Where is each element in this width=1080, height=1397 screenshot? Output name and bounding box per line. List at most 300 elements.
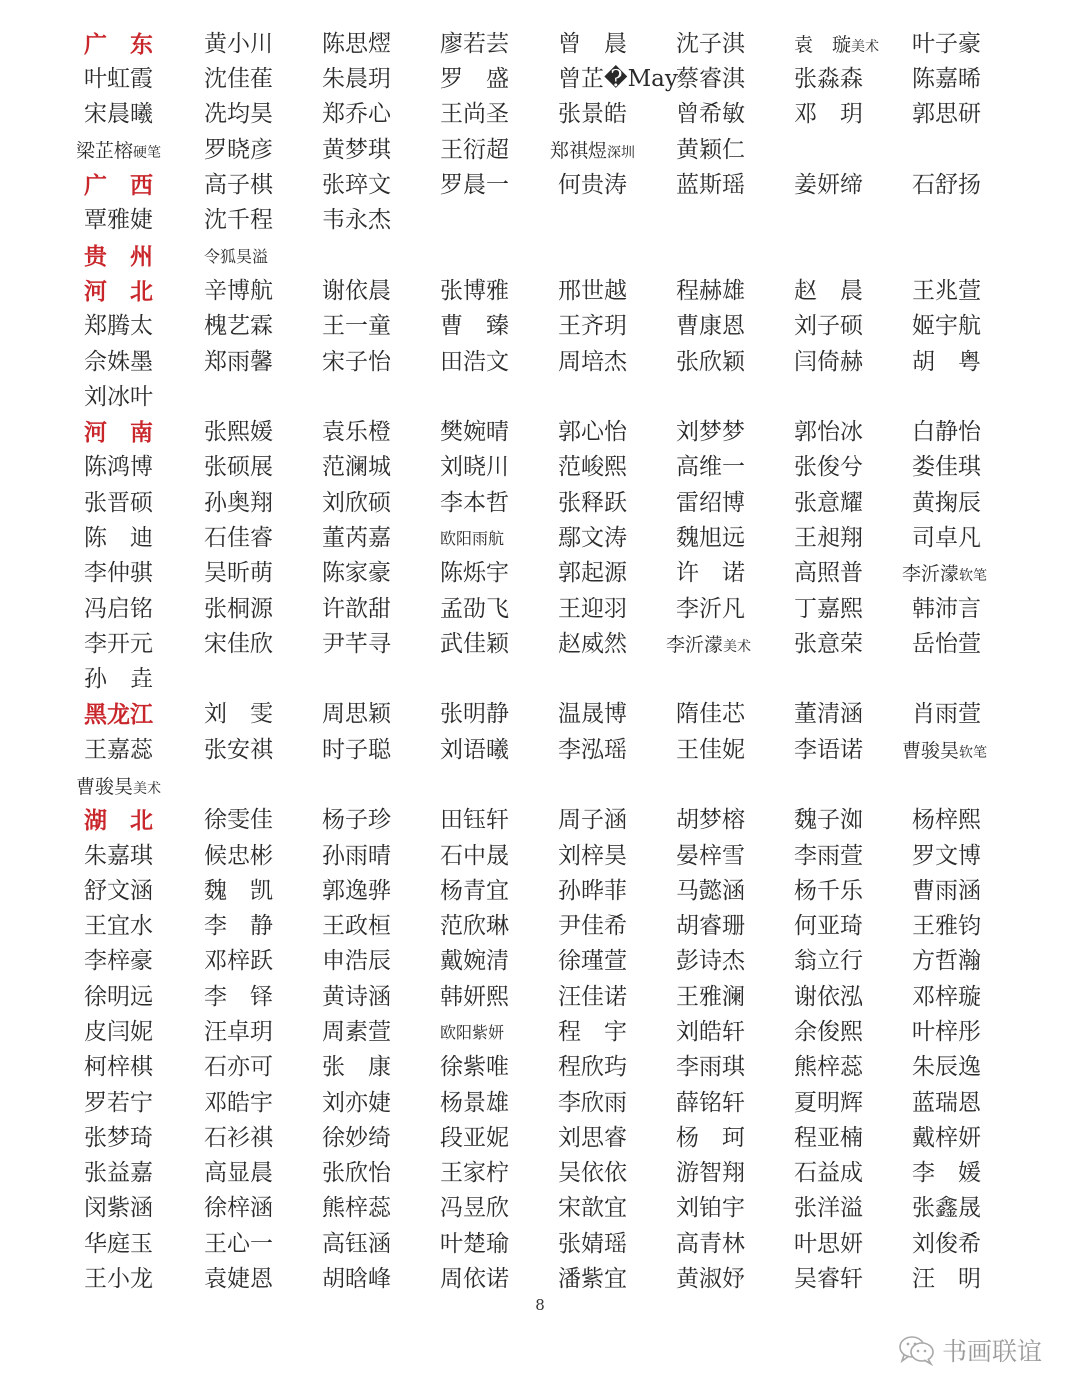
name-row: [0, 97, 1080, 132]
student-name: [912, 486, 1030, 521]
name-text: 李雨琪: [676, 1054, 745, 1080]
student-name: [912, 309, 1030, 344]
student-name: [84, 1050, 202, 1085]
name-text: 王佳妮: [676, 737, 745, 763]
name-text: 周素萱: [322, 1019, 391, 1045]
student-name: [204, 1191, 322, 1226]
name-text: 张洋溢: [794, 1195, 863, 1221]
name-row: [0, 345, 1080, 380]
name-row: [0, 803, 1080, 838]
student-name: [322, 415, 440, 450]
student-name: [322, 274, 440, 309]
name-text: 李仲骐: [84, 560, 153, 586]
name-text: 王小龙: [84, 1266, 153, 1292]
name-text: 尹佳希: [558, 913, 627, 939]
wechat-icon: [898, 1334, 936, 1366]
student-name: [676, 1050, 794, 1085]
student-name: [794, 909, 912, 944]
name-text: 熊梓蕊: [794, 1054, 863, 1080]
name-row: [0, 380, 1080, 415]
student-name: [676, 450, 794, 485]
name-text: 杨千乐: [794, 878, 863, 904]
student-name: [676, 97, 794, 132]
name-text: 李泓瑶: [558, 737, 627, 763]
name-text: 曹骏昊: [902, 740, 960, 762]
student-name: [204, 450, 322, 485]
name-text: 王齐玥: [558, 313, 627, 339]
name-text: 张益嘉: [84, 1160, 153, 1186]
name-text: 杨子珍: [322, 807, 391, 833]
name-text: 郭起源: [558, 560, 627, 586]
student-name: [558, 168, 676, 203]
name-text: 朱嘉琪: [84, 843, 153, 869]
student-name: [912, 27, 1030, 62]
name-text: 袁婕恩: [204, 1266, 273, 1292]
name-text: 徐紫唯: [440, 1054, 509, 1080]
student-name: [912, 1191, 1030, 1226]
student-name: [204, 97, 322, 132]
student-name: [558, 803, 676, 838]
name-text: 张释跃: [558, 490, 627, 516]
student-name: [794, 803, 912, 838]
name-text: 曾 晨: [558, 31, 627, 57]
student-name: [322, 309, 440, 344]
name-text: 张晋硕: [84, 490, 153, 516]
name-text: 宋佳欣: [204, 631, 273, 657]
name-text: 李 铎: [204, 984, 273, 1010]
student-name: [204, 415, 322, 450]
student-name: [558, 733, 676, 768]
name-text: 张熙媛: [204, 419, 273, 445]
student-name: [794, 556, 912, 591]
student-name: [794, 97, 912, 132]
student-name: [204, 1050, 322, 1085]
student-name: [676, 980, 794, 1015]
student-name: [84, 380, 202, 415]
name-text: 石益成: [794, 1160, 863, 1186]
student-name: [912, 839, 1030, 874]
name-text: 廖若芸: [440, 31, 509, 57]
student-name: [204, 980, 322, 1015]
student-name: [440, 133, 558, 168]
name-text: 叶子豪: [912, 31, 981, 57]
name-text: 高照普: [794, 560, 863, 586]
name-text: 黄小川: [204, 31, 273, 57]
name-text: 吴依依: [558, 1160, 627, 1186]
name-text: 董清涵: [794, 701, 863, 727]
student-name: [794, 1262, 912, 1297]
name-row: [0, 27, 1080, 62]
student-name: [676, 909, 794, 944]
student-name: [204, 1262, 322, 1297]
name-text: 姜妍缔: [794, 172, 863, 198]
student-name: [322, 1156, 440, 1191]
student-name: [440, 944, 558, 979]
name-row: [0, 662, 1080, 697]
student-name: [440, 97, 558, 132]
name-text: 程赫雄: [676, 278, 745, 304]
student-name: [440, 274, 558, 309]
name-text: 何贵涛: [558, 172, 627, 198]
student-name: [84, 874, 202, 909]
student-name: [322, 133, 440, 168]
student-name: [676, 944, 794, 979]
student-name: [912, 944, 1030, 979]
name-text: 田钰轩: [440, 807, 509, 833]
name-text: 周培杰: [558, 349, 627, 375]
name-text: 舒文涵: [84, 878, 153, 904]
student-name: [84, 521, 202, 556]
name-text: 汪佳诺: [558, 984, 627, 1010]
student-name: [794, 415, 912, 450]
student-name: [322, 345, 440, 380]
name-row: [0, 1156, 1080, 1191]
category-suffix: 美术: [723, 639, 752, 655]
name-text: 李语诺: [794, 737, 863, 763]
name-text: 宋子怡: [322, 349, 391, 375]
student-name: [794, 592, 912, 627]
name-row: [0, 769, 1080, 804]
student-name: [912, 274, 1030, 309]
student-name: [794, 62, 912, 97]
student-name: [794, 839, 912, 874]
student-name: [440, 1086, 558, 1121]
name-text: 郭心怡: [558, 419, 627, 445]
name-text: 石衫祺: [204, 1125, 273, 1151]
student-name: [676, 1015, 794, 1050]
student-name: [558, 1191, 676, 1226]
province-name: 河 北: [84, 278, 153, 305]
name-text: 陈烁宇: [440, 560, 509, 586]
name-text: 雷绍博: [676, 490, 745, 516]
student-name: [676, 592, 794, 627]
name-text: 陈思熤: [322, 31, 391, 57]
student-name: [440, 168, 558, 203]
name-text: 宋晨曦: [84, 101, 153, 127]
student-name: [440, 1121, 558, 1156]
name-text: 刘皓轩: [676, 1019, 745, 1045]
name-row: [0, 1262, 1080, 1297]
student-name: [84, 839, 202, 874]
student-name: [558, 309, 676, 344]
name-text: 蓝斯瑶: [676, 172, 745, 198]
name-row: [0, 733, 1080, 768]
student-name: [204, 203, 322, 238]
name-text: 佘姝墨: [84, 349, 153, 375]
student-name: [204, 239, 322, 274]
name-row: [0, 1086, 1080, 1121]
student-name: [558, 1262, 676, 1297]
student-name: [322, 27, 440, 62]
name-text: 李雨萱: [794, 843, 863, 869]
student-name: [676, 697, 794, 732]
student-name: [676, 62, 794, 97]
name-text: 罗若宁: [84, 1090, 153, 1116]
name-text: 周子涵: [558, 807, 627, 833]
name-text: 曹雨涵: [912, 878, 981, 904]
province-label: [84, 239, 202, 274]
name-row: [0, 839, 1080, 874]
student-name: [440, 556, 558, 591]
student-name: [558, 1227, 676, 1262]
student-name: [84, 627, 202, 662]
student-name: [558, 1156, 676, 1191]
name-text: 魏旭远: [676, 525, 745, 551]
student-name: [204, 592, 322, 627]
name-text: 翁立行: [794, 948, 863, 974]
name-text: 闫倚赫: [794, 349, 863, 375]
name-text: 刘冰叶: [84, 384, 153, 410]
student-name: [558, 697, 676, 732]
name-text: 方哲瀚: [912, 948, 981, 974]
student-name: [676, 168, 794, 203]
student-name: [204, 1121, 322, 1156]
student-name: [558, 27, 676, 62]
student-name: [558, 486, 676, 521]
student-name: [440, 1227, 558, 1262]
province-label: [84, 415, 202, 450]
name-text: 曾希敏: [676, 101, 745, 127]
name-row: [0, 944, 1080, 979]
student-name: [204, 1015, 322, 1050]
student-name: [558, 450, 676, 485]
student-name: [440, 1191, 558, 1226]
name-text: 郭逸骅: [322, 878, 391, 904]
student-name: [794, 27, 912, 62]
name-text: 戴婉清: [440, 948, 509, 974]
student-name: [322, 592, 440, 627]
name-text: 欧阳紫妍: [440, 1023, 505, 1042]
name-text: 孟劭飞: [440, 596, 509, 622]
student-name: [322, 839, 440, 874]
name-text: 杨青宜: [440, 878, 509, 904]
student-name: [558, 521, 676, 556]
name-text: 张硕展: [204, 454, 273, 480]
name-text: 范峻熙: [558, 454, 627, 480]
name-text: 李开元: [84, 631, 153, 657]
student-name: [558, 944, 676, 979]
name-text: 张琗文: [322, 172, 391, 198]
name-text: 时子聪: [322, 737, 391, 763]
name-text: 令狐昊溢: [204, 247, 269, 266]
name-text: 郑腾太: [84, 313, 153, 339]
name-text: 戴梓妍: [912, 1125, 981, 1151]
student-name: [676, 1191, 794, 1226]
student-name: [440, 627, 558, 662]
name-text: 韦永杰: [322, 207, 391, 233]
student-name: [322, 556, 440, 591]
name-row: [0, 309, 1080, 344]
student-name: [440, 1156, 558, 1191]
student-name: [322, 803, 440, 838]
name-text: 高维一: [676, 454, 745, 480]
student-name: [322, 1050, 440, 1085]
name-row: [0, 1191, 1080, 1226]
name-text: 范澜城: [322, 454, 391, 480]
name-text: 范欣琳: [440, 913, 509, 939]
name-text: 李 静: [204, 913, 273, 939]
student-name: [440, 521, 558, 556]
student-name: [84, 1262, 202, 1297]
name-text: 魏子洳: [794, 807, 863, 833]
name-text: 罗 盛: [440, 66, 509, 92]
name-row: [0, 627, 1080, 662]
name-text: 周依诺: [440, 1266, 509, 1292]
name-text: 潘紫宜: [558, 1266, 627, 1292]
student-name: [204, 521, 322, 556]
name-text: 张鑫晟: [912, 1195, 981, 1221]
name-text: 熊梓蕊: [322, 1195, 391, 1221]
name-text: 冯昱欣: [440, 1195, 509, 1221]
name-text: 张意耀: [794, 490, 863, 516]
name-row: [0, 239, 1080, 274]
name-text: 沈千程: [204, 207, 273, 233]
name-text: 杨梓熙: [912, 807, 981, 833]
province-label: [84, 27, 202, 62]
name-text: 陈家豪: [322, 560, 391, 586]
name-text: 黄诗涵: [322, 984, 391, 1010]
student-name: [84, 1086, 202, 1121]
student-name: [912, 874, 1030, 909]
student-name: [550, 133, 668, 168]
name-text: 白静怡: [912, 419, 981, 445]
name-text: 程欣玙: [558, 1054, 627, 1080]
name-text: 徐梓涵: [204, 1195, 273, 1221]
student-name: [794, 627, 912, 662]
student-name: [440, 309, 558, 344]
student-name: [322, 1015, 440, 1050]
name-text: 邢世越: [558, 278, 627, 304]
name-row: [0, 1015, 1080, 1050]
student-name: [440, 980, 558, 1015]
name-text: 候忠彬: [204, 843, 273, 869]
name-text: 李沂濛: [902, 563, 960, 585]
student-name: [322, 733, 440, 768]
name-text: 孙晔菲: [558, 878, 627, 904]
name-text: 张婧瑶: [558, 1231, 627, 1257]
student-name: [204, 733, 322, 768]
student-name: [322, 980, 440, 1015]
name-text: 冼均昊: [204, 101, 273, 127]
province-name: 广 西: [84, 172, 153, 199]
name-text: 魏 凯: [204, 878, 273, 904]
student-name: [84, 450, 202, 485]
student-name: [322, 1086, 440, 1121]
student-name: [794, 450, 912, 485]
student-name: [794, 274, 912, 309]
student-name: [912, 980, 1030, 1015]
name-text: 高显晨: [204, 1160, 273, 1186]
student-name: [794, 1050, 912, 1085]
name-text: 石中晟: [440, 843, 509, 869]
student-name: [322, 1121, 440, 1156]
student-name: [204, 1227, 322, 1262]
student-name: [440, 1015, 558, 1050]
category-suffix: 美术: [851, 39, 880, 55]
category-suffix: 软笔: [959, 568, 988, 584]
student-name: [84, 97, 202, 132]
name-text: 李沂濛: [666, 634, 724, 656]
student-name: [204, 486, 322, 521]
name-text: 王衍超: [440, 137, 509, 163]
name-text: 皮闫妮: [84, 1019, 153, 1045]
student-name: [558, 97, 676, 132]
student-name: [676, 415, 794, 450]
student-name: [322, 450, 440, 485]
student-name: [912, 697, 1030, 732]
student-name: [84, 486, 202, 521]
name-text: 高钰涵: [322, 1231, 391, 1257]
name-text: 温晟博: [558, 701, 627, 727]
name-text: 石佳睿: [204, 525, 273, 551]
name-text: 闵紫涵: [84, 1195, 153, 1221]
student-name: [912, 1121, 1030, 1156]
student-name: [204, 1156, 322, 1191]
name-text: 沈子淇: [676, 31, 745, 57]
student-name: [322, 1191, 440, 1226]
province-label: [84, 803, 202, 838]
name-text: 曹 臻: [440, 313, 509, 339]
name-text: 叶虹霞: [84, 66, 153, 92]
name-text: 张欣颖: [676, 349, 745, 375]
name-row: [0, 874, 1080, 909]
student-name: [902, 556, 1020, 591]
name-text: 晏梓雪: [676, 843, 745, 869]
name-text: 吴昕萌: [204, 560, 273, 586]
student-name: [794, 1015, 912, 1050]
name-text: 罗晨一: [440, 172, 509, 198]
name-text: 宋歆宜: [558, 1195, 627, 1221]
student-name: [794, 1227, 912, 1262]
name-text: 袁 璇: [794, 34, 852, 56]
student-name: [676, 803, 794, 838]
watermark: [898, 1330, 1042, 1370]
name-text: 叶梓彤: [912, 1019, 981, 1045]
name-text: 曹骏昊: [76, 776, 134, 798]
student-name: [440, 450, 558, 485]
name-text: 黄梦琪: [322, 137, 391, 163]
category-suffix: 硬笔: [133, 145, 162, 161]
student-name: [204, 345, 322, 380]
student-name: [204, 1086, 322, 1121]
name-text: 吴睿轩: [794, 1266, 863, 1292]
name-text: 李欣雨: [558, 1090, 627, 1116]
name-text: 徐妙绮: [322, 1125, 391, 1151]
name-row: [0, 133, 1080, 168]
name-text: 谢依泓: [794, 984, 863, 1010]
student-name: [794, 1121, 912, 1156]
student-name: [912, 592, 1030, 627]
category-suffix: 美术: [133, 781, 162, 797]
student-name: [666, 627, 784, 662]
student-name: [204, 803, 322, 838]
student-name: [676, 1262, 794, 1297]
name-text: 张淼森: [794, 66, 863, 92]
student-name: [204, 874, 322, 909]
name-text: 朱晨玥: [322, 66, 391, 92]
student-name: [322, 697, 440, 732]
name-text: 陈鸿博: [84, 454, 153, 480]
name-text: 汪 明: [912, 1266, 981, 1292]
name-text: 刘 雯: [204, 701, 273, 727]
name-text: 郭怡冰: [794, 419, 863, 445]
name-text: 周思颖: [322, 701, 391, 727]
student-name: [84, 980, 202, 1015]
student-name: [440, 697, 558, 732]
student-name: [322, 874, 440, 909]
student-name: [676, 1156, 794, 1191]
name-text: 尹芊寻: [322, 631, 391, 657]
